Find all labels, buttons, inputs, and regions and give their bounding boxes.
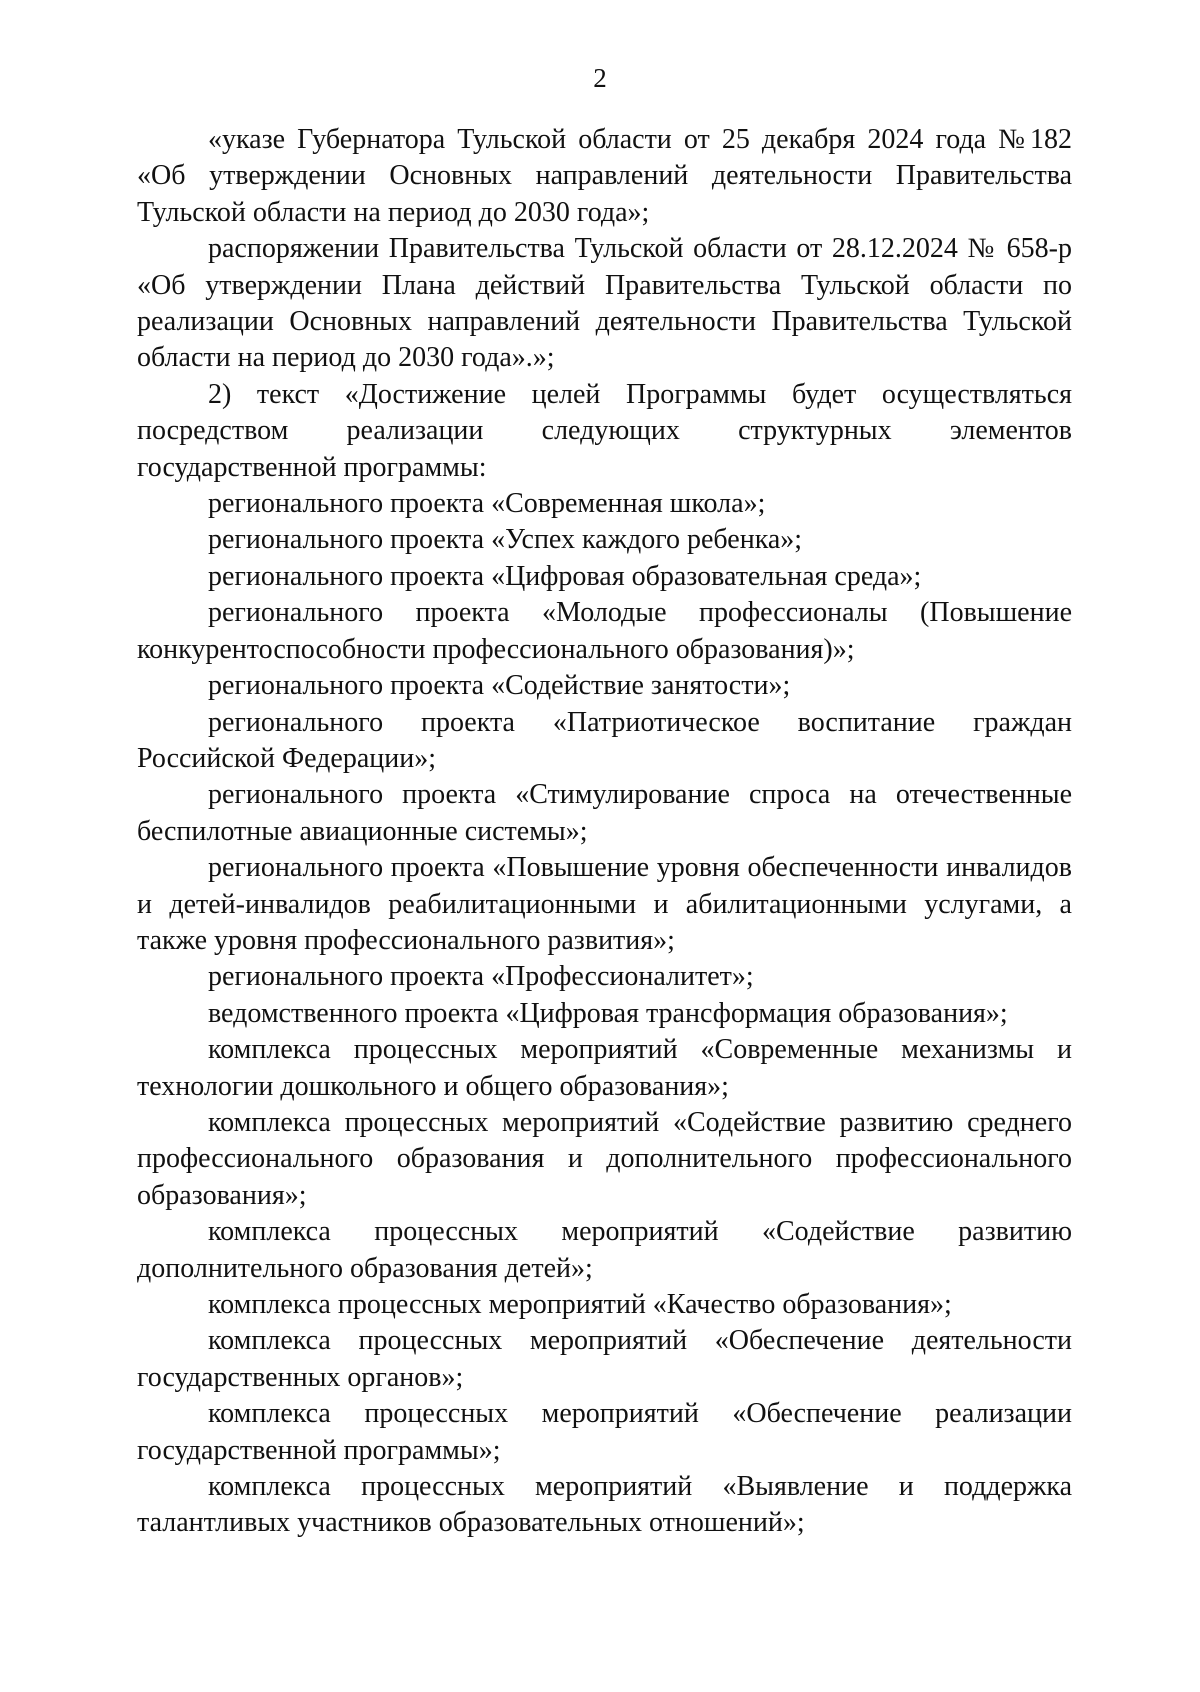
paragraph-decree-reference: «указе Губернатора Тульской области от 25 декабря 2024 года №182 «Об утверждении Основных направлений деятельности Правительства Тульской области на период до 2030 года»; (137, 124, 1072, 228)
list-item: регионального проекта «Стимулирование спроса на отечественные беспилотные авиационные системы»; (137, 779, 1072, 847)
list-item: регионального проекта «Современная школа»; (208, 488, 766, 520)
document-body (137, 122, 1072, 1542)
list-item: комплекса процессных мероприятий «Выявление и поддержка талантливых участников образовательных отношений»; (137, 1471, 1072, 1539)
list-item: регионального проекта «Молодые профессионалы (Повышение конкурентоспособности профессионального образования)»; (137, 597, 1072, 665)
list-item: комплекса процессных мероприятий «Содействие развитию среднего профессионального образования и дополнительного профессионального образования»; (137, 1106, 1072, 1211)
list-item: комплекса процессных мероприятий «Обеспечение реализации государственной программы»; (137, 1398, 1072, 1466)
paragraph-order-reference: распоряжении Правительства Тульской области от 28.12.2024 № 658-р «Об утверждении Плана действий Правительства Тульской области по реализации Основных направлений деятельности Правительства Тульской области на период до 2030 года».»; (137, 233, 1072, 374)
list-item: комплекса процессных мероприятий «Содействие развитию дополнительного образования детей»; (137, 1216, 1072, 1284)
paragraph-text-item-2: 2) текст «Достижение целей Программы будет осуществляться посредством реализации следующих структурных элементов государственной программы: (137, 378, 1072, 483)
list-item: комплекса процессных мероприятий «Качество образования»; (208, 1289, 952, 1320)
list-item: регионального проекта «Повышение уровня обеспеченности инвалидов и детей-инвалидов реабилитационными и абилитационными услугами, а также уровня профессионального развития»; (137, 852, 1072, 956)
page-number: 2 (593, 63, 607, 93)
list-item: комплекса процессных мероприятий «Обеспечение деятельности государственных органов»; (137, 1325, 1072, 1393)
list-item: регионального проекта «Содействие занятости»; (208, 670, 791, 702)
list-item: комплекса процессных мероприятий «Современные механизмы и технологии дошкольного и общего образования»; (137, 1034, 1072, 1102)
list-item: ведомственного проекта «Цифровая трансформация образования»; (208, 997, 1008, 1029)
list-item: регионального проекта «Успех каждого ребенка»; (208, 524, 803, 556)
list-item: регионального проекта «Патриотическое воспитание граждан Российской Федерации»; (137, 706, 1072, 774)
list-item: регионального проекта «Профессионалитет»; (208, 961, 754, 993)
list-item: регионального проекта «Цифровая образовательная среда»; (208, 560, 922, 592)
